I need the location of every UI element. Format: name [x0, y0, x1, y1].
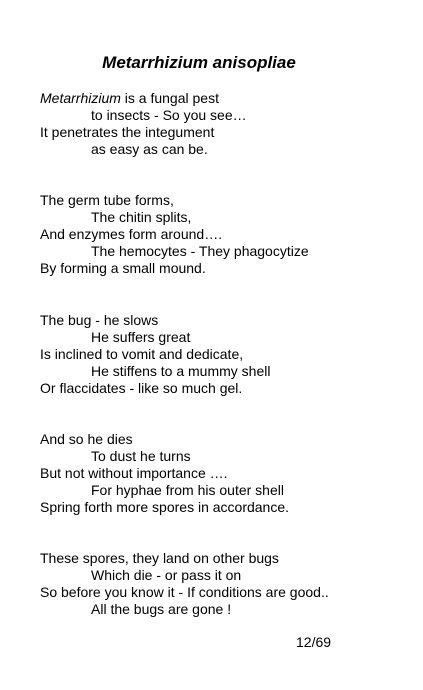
poem-line-indented: To dust he turns — [91, 448, 191, 464]
poem-line: Or flaccidates - like so much gel. — [40, 380, 243, 396]
poem-line: But not without importance …. — [40, 465, 228, 481]
poem-line-indented: All the bugs are gone ! — [91, 601, 232, 617]
poem-line: These spores, they land on other bugs — [40, 550, 279, 566]
stanza-5 — [40, 550, 410, 618]
poem-line: It penetrates the integument — [40, 124, 215, 140]
poem-line: By forming a small mound. — [40, 260, 206, 276]
stanza-1 — [40, 90, 410, 158]
poem-line-indented: as easy as can be. — [91, 141, 208, 157]
poem-line — [40, 90, 410, 107]
poem-line-indented: For hyphae from his outer shell — [91, 482, 284, 498]
poem-line: The bug - he slows — [40, 312, 159, 328]
poem-line-indented: He stiffens to a mummy shell — [91, 363, 271, 379]
poem-line: And so he dies — [40, 431, 133, 447]
poem-title: Metarrhizium anisopliae — [102, 53, 296, 72]
poem-line: Is inclined to vomit and dedicate, — [40, 346, 244, 362]
stanza-3 — [40, 312, 410, 397]
poem-line-indented: Which die - or pass it on — [91, 567, 242, 583]
page-number: 12/69 — [296, 634, 332, 650]
poem-line: Spring forth more spores in accordance. — [40, 499, 290, 515]
poem-line-indented: The chitin splits, — [91, 209, 192, 225]
poem-line-indented: The hemocytes - They phagocytize — [91, 243, 309, 259]
poem-line-indented: to insects - So you see… — [91, 107, 247, 123]
poem-line: The germ tube forms, — [40, 192, 174, 208]
line-text: is a fungal pest — [120, 90, 219, 106]
poem-line-indented: He suffers great — [91, 329, 191, 345]
poem-line: And enzymes form around…. — [40, 226, 223, 242]
stanza-4 — [40, 431, 410, 516]
italic-word: Metarrhizium — [40, 90, 121, 106]
stanza-2 — [40, 192, 410, 277]
poem-line: So before you know it - If conditions are good.. — [40, 584, 329, 600]
